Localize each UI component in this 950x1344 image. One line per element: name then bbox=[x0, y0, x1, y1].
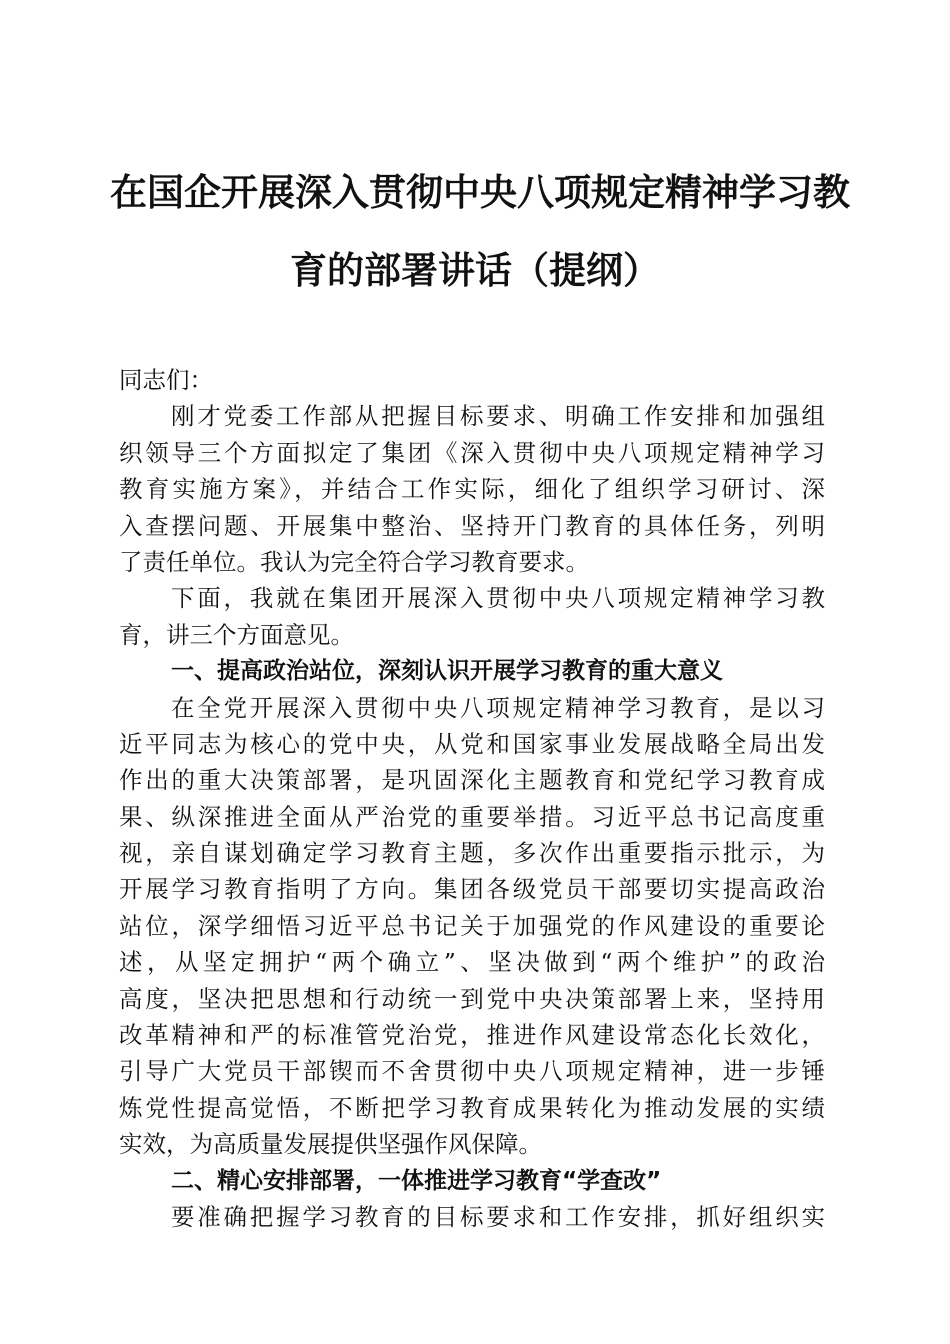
paragraph-line: 织领导三个方面拟定了集团《深入贯彻中央八项规定精神学习 bbox=[119, 438, 825, 467]
paragraph-line: 高度，坚决把思想和行动统一到党中央决策部署上来，坚持用 bbox=[119, 984, 825, 1013]
document-title-line-1: 在国企开展深入贯彻中央八项规定精神学习教 bbox=[110, 170, 850, 214]
paragraph-line: 在全党开展深入贯彻中央八项规定精神学习教育，是以习 bbox=[171, 693, 825, 722]
salutation: 同志们： bbox=[119, 366, 213, 394]
paragraph-line: 刚才党委工作部从把握目标要求、明确工作安排和加强组 bbox=[171, 402, 825, 431]
paragraph-line: 视，亲自谋划确定学习教育主题，多次作出重要指示批示，为 bbox=[119, 839, 825, 868]
section-heading-1: 一、提高政治站位，深刻认识开展学习教育的重大意义 bbox=[171, 658, 723, 685]
paragraph-line: 下面，我就在集团开展深入贯彻中央八项规定精神学习教 bbox=[171, 584, 825, 613]
section-heading-2: 二、精心安排部署，一体推进学习教育“学查改” bbox=[171, 1167, 662, 1194]
paragraph-line: 改革精神和严的标准管党治党，推进作风建设常态化长效化， bbox=[119, 1021, 825, 1050]
paragraph-line: 了责任单位。我认为完全符合学习教育要求。 bbox=[119, 547, 589, 576]
paragraph-line: 站位，深学细悟习近平总书记关于加强党的作风建设的重要论 bbox=[119, 911, 825, 940]
paragraph-line: 入查摆问题、开展集中整治、坚持开门教育的具体任务，列明 bbox=[119, 511, 825, 540]
document-title-line-2: 育的部署讲话（提纲） bbox=[290, 248, 660, 292]
paragraph-line: 实效，为高质量发展提供坚强作风保障。 bbox=[119, 1130, 542, 1159]
paragraph-line: 育，讲三个方面意见。 bbox=[119, 620, 354, 649]
paragraph-line: 近平同志为核心的党中央，从党和国家事业发展战略全局出发 bbox=[119, 729, 825, 758]
paragraph-line: 教育实施方案》，并结合工作实际，细化了组织学习研讨、深 bbox=[119, 475, 825, 504]
paragraph-line: 引导广大党员干部锲而不舍贯彻中央八项规定精神，进一步锤 bbox=[119, 1057, 825, 1086]
paragraph-line: 作出的重大决策部署，是巩固深化主题教育和党纪学习教育成 bbox=[119, 766, 825, 795]
paragraph-line: 开展学习教育指明了方向。集团各级党员干部要切实提高政治 bbox=[119, 875, 825, 904]
paragraph-line: 述，从坚定拥护“两个确立”、坚决做到“两个维护”的政治 bbox=[119, 948, 825, 977]
paragraph-line: 炼党性提高觉悟，不断把学习教育成果转化为推动发展的实绩 bbox=[119, 1093, 825, 1122]
document-body bbox=[119, 362, 825, 1235]
paragraph-line: 要准确把握学习教育的目标要求和工作安排，抓好组织实 bbox=[171, 1202, 825, 1231]
paragraph-line: 果、纵深推进全面从严治党的重要举措。习近平总书记高度重 bbox=[119, 802, 825, 831]
